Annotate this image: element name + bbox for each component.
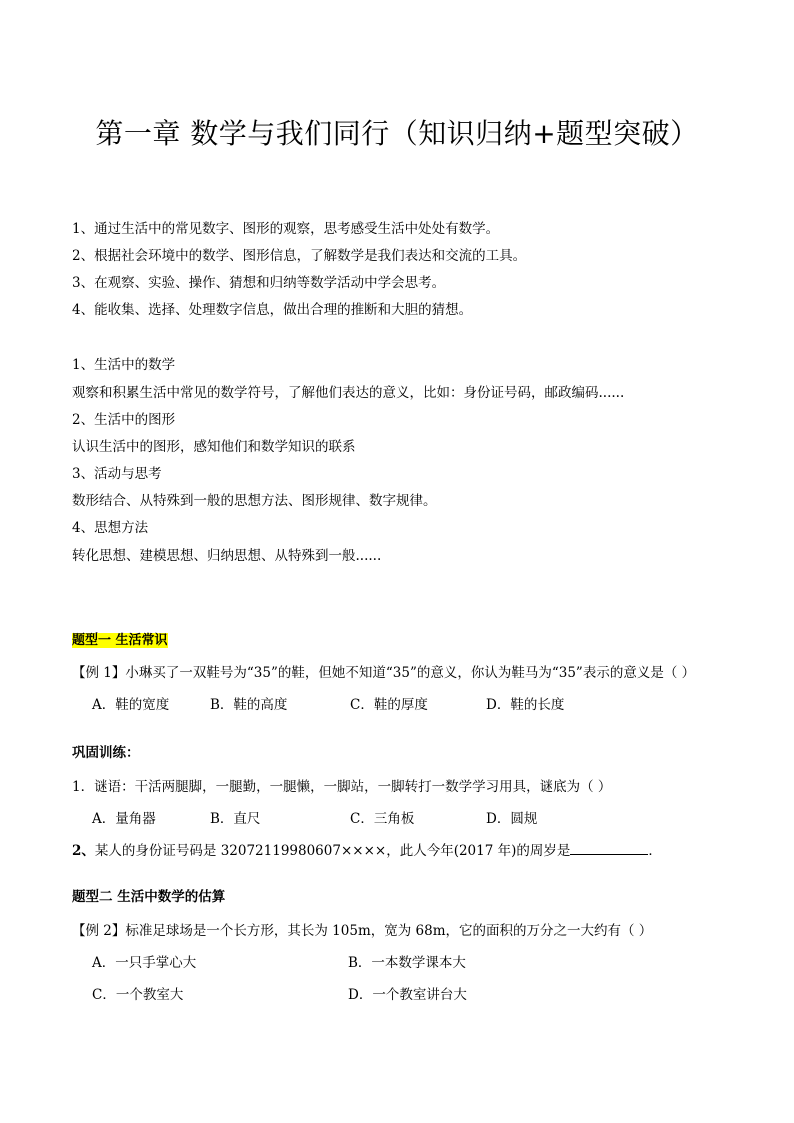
example-1-option-c: C．鞋的厚度: [350, 697, 428, 713]
knowledge-3-heading: 3、活动与思考: [72, 466, 162, 482]
practice-q2-end: ．: [648, 843, 662, 859]
knowledge-4-text: 转化思想、建模思想、归纳思想、从特殊到一般......: [72, 548, 382, 564]
answer-blank: [570, 842, 648, 855]
practice-q1-option-a: A．量角器: [92, 811, 156, 827]
example-1-option-d: D．鞋的长度: [486, 697, 565, 713]
example-2-option-c: C．一个教室大: [92, 987, 184, 1003]
practice-q2: [72, 842, 662, 860]
knowledge-2-text: 认识生活中的图形，感知他们和数学知识的联系: [72, 439, 356, 455]
knowledge-1-heading: 1、生活中的数学: [72, 357, 176, 373]
practice-heading: 巩固训练：: [72, 745, 140, 761]
page-title: 第一章 数学与我们同行（知识归纳+题型突破）: [95, 117, 699, 150]
example-2: 【例 2】标准足球场是一个长方形，其长为 105m，宽为 68m，它的面积的万分之一大约有（ ）: [72, 923, 653, 939]
practice-q1-option-c: C．三角板: [350, 811, 415, 827]
practice-q1: 1．谜语：干活两腿脚，一腿勤，一腿懒，一脚站，一脚转打一数学学习用具，谜底为（ ）: [72, 779, 612, 795]
example-2-option-a: A．一只手掌心大: [92, 955, 197, 971]
knowledge-1-text: 观察和积累生活中常见的数学符号，了解他们表达的意义，比如：身份证号码，邮政编码......: [72, 385, 625, 401]
practice-q2-text: 某人的身份证号码是 32072119980607××××，此人今年(2017 年)的周岁是: [94, 843, 571, 859]
example-1: 【例 1】小琳买了一双鞋号为“35”的鞋，但她不知道“35”的意义，你认为鞋马为“35”表示的意义是（ ）: [72, 665, 696, 681]
practice-q2-number: 2、: [72, 843, 95, 859]
example-2-option-b: B．一本数学课本大: [348, 955, 466, 971]
example-2-option-d: D．一个教室讲台大: [348, 987, 467, 1003]
objective-1: 1、通过生活中的常见数字、图形的观察，思考感受生活中处处有数学。: [72, 221, 500, 237]
type1-heading: [72, 632, 168, 650]
objective-3: 3、在观察、实验、操作、猜想和归纳等数学活动中学会思考。: [72, 275, 446, 291]
knowledge-2-heading: 2、生活中的图形: [72, 412, 176, 428]
objective-4: 4、能收集、选择、处理数字信息，做出合理的推断和大胆的猜想。: [72, 302, 473, 318]
practice-q1-option-b: B．直尺: [210, 811, 261, 827]
type2-heading: 题型二 生活中数学的估算: [72, 889, 226, 905]
practice-q1-option-d: D．圆规: [486, 811, 538, 827]
knowledge-4-heading: 4、思想方法: [72, 520, 149, 536]
example-1-option-a: A．鞋的宽度: [92, 697, 170, 713]
example-1-option-b: B．鞋的高度: [210, 697, 288, 713]
knowledge-3-text: 数形结合、从特殊到一般的思想方法、图形规律、数字规律。: [72, 493, 437, 509]
type1-heading-label: 题型一 生活常识: [72, 633, 168, 648]
objective-2: 2、根据社会环境中的数学、图形信息，了解数学是我们表达和交流的工具。: [72, 248, 527, 264]
